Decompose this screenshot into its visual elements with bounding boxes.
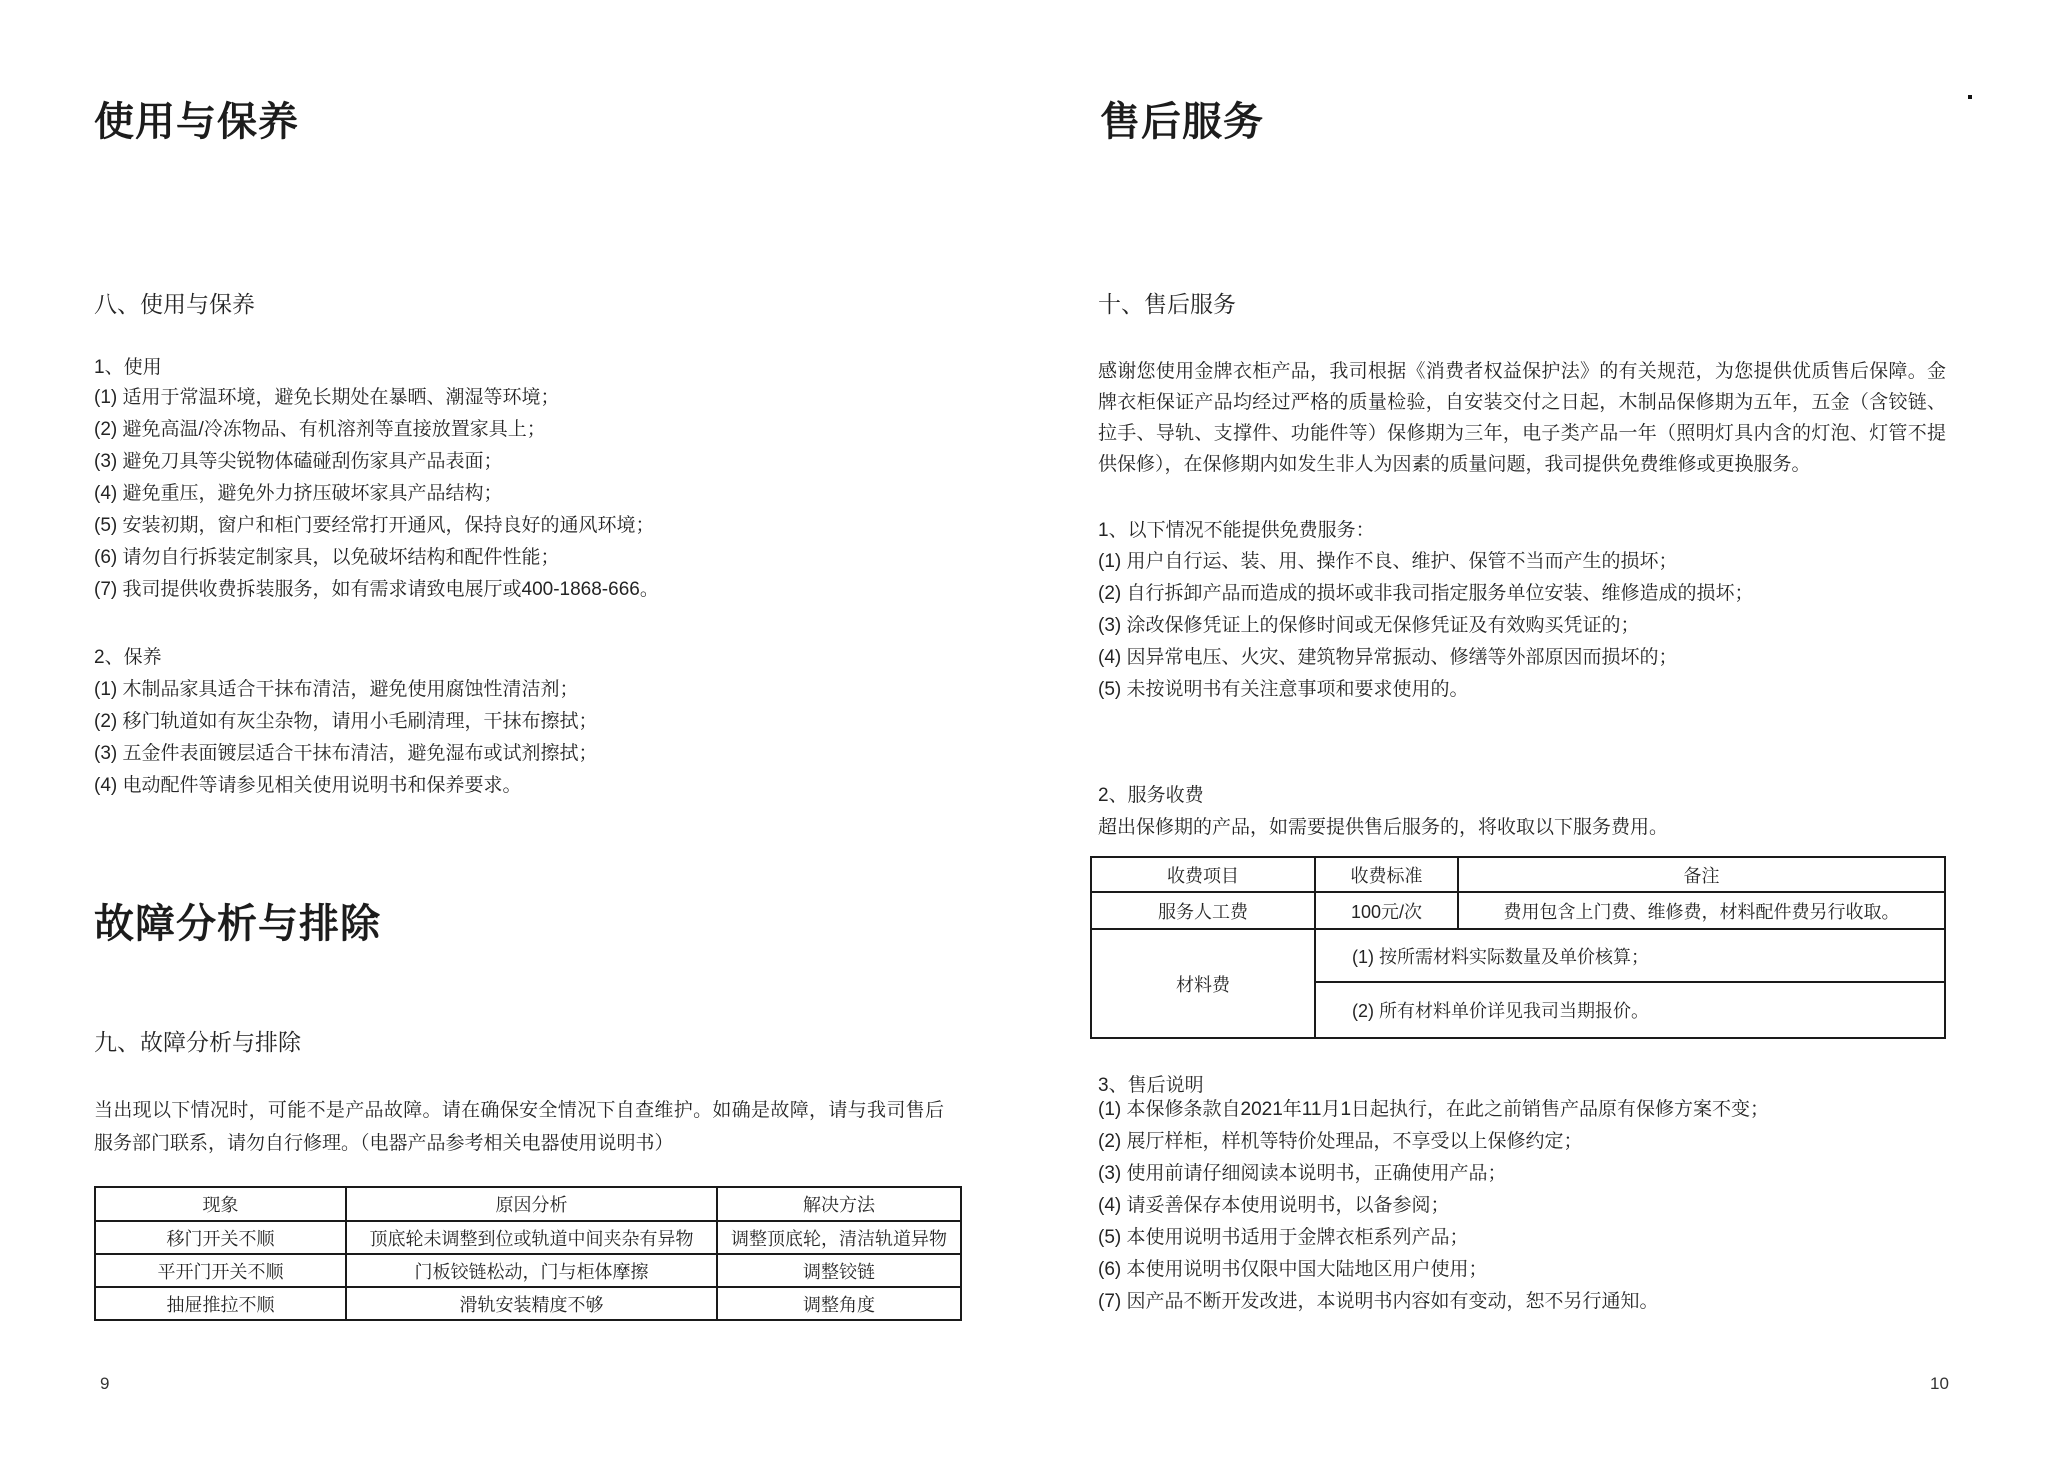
table-row	[95, 1221, 961, 1254]
page-right	[1024, 0, 2048, 1464]
after-sales-title: 售后服务	[1100, 100, 1264, 144]
table-cell: 服务人工费	[1091, 892, 1315, 929]
list-item: (2) 避免高温/冷冻物品、有机溶剂等直接放置家具上；	[94, 419, 546, 440]
page-number: 9	[100, 1374, 110, 1393]
column-header: 收费标准	[1315, 857, 1458, 892]
use-item-list	[94, 382, 659, 606]
after-sales-notes-subheading: 3、售后说明	[1098, 1075, 1204, 1096]
table-cell: 材料费	[1091, 929, 1315, 1038]
list-item: (1) 用户自行运、装、用、操作不良、维护、保管不当而产生的损坏；	[1098, 551, 1678, 572]
stray-dot	[1968, 95, 1972, 99]
table-cell: 调整铰链	[717, 1254, 961, 1287]
table-cell: 滑轨安装精度不够	[346, 1287, 717, 1320]
use-subheading: 1、使用	[94, 357, 162, 378]
table-cell: (2) 所有材料单价详见我司当期报价。	[1315, 982, 1945, 1038]
column-header: 解决方法	[717, 1187, 961, 1221]
list-item: (3) 使用前请仔细阅读本说明书，正确使用产品；	[1098, 1163, 1507, 1184]
list-item: (4) 避免重压，避免外力挤压破坏家具产品结构；	[94, 483, 503, 504]
column-header: 备注	[1458, 857, 1945, 892]
service-fee-subheading: 2、服务收费	[1098, 785, 1204, 806]
table-cell: 调整顶底轮，清洁轨道异物	[717, 1221, 961, 1254]
list-item: (1) 本保修条款自2021年11月1日起执行，在此之前销售产品原有保修方案不变；	[1098, 1099, 1770, 1120]
table-cell: (1) 按所需材料实际数量及单价核算；	[1315, 929, 1945, 982]
table-row	[1091, 929, 1945, 982]
list-item: (5) 本使用说明书适用于金牌衣柜系列产品；	[1098, 1227, 1469, 1248]
table-cell: 100元/次	[1315, 892, 1458, 929]
table-row	[95, 1254, 961, 1287]
service-fee-note: 超出保修期的产品，如需要提供售后服务的，将收取以下服务费用。	[1098, 817, 1669, 838]
table-row	[1091, 892, 1945, 929]
list-item: (6) 请勿自行拆装定制家具，以免破坏结构和配件性能；	[94, 547, 560, 568]
table-header-row	[1091, 857, 1945, 892]
care-item-list	[94, 674, 598, 802]
troubleshooting-title: 故障分析与排除	[94, 902, 381, 946]
column-header: 收费项目	[1091, 857, 1315, 892]
list-item: (5) 未按说明书有关注意事项和要求使用的。	[1098, 679, 1469, 700]
table-cell: 平开门开关不顺	[95, 1254, 346, 1287]
list-item: (4) 请妥善保存本使用说明书，以备参阅；	[1098, 1195, 1450, 1216]
after-sales-intro: 感谢您使用金牌衣柜产品，我司根据《消费者权益保护法》的有关规范，为您提供优质售后保障。金牌衣柜保证产品均经过严格的质量检验，自安装交付之日起，木制品保修期为五年，五金（含铰链、拉手、导轨、支撑件、功能件等）保修期为三年，电子类产品一年（照明灯具内含的灯泡、灯管不提供保修），在保修期内如发生非人为因素的质量问题，我司提供免费维修或更换服务。	[1098, 361, 1946, 475]
list-item: (3) 涂改保修凭证上的保修时间或无保修凭证及有效购买凭证的；	[1098, 615, 1640, 636]
list-item: (2) 自行拆卸产品而造成的损坏或非我司指定服务单位安装、维修造成的损坏；	[1098, 583, 1754, 604]
after-sales-heading: 十、售后服务	[1098, 291, 1236, 317]
list-item: (3) 五金件表面镀层适合干抹布清洁，避免湿布或试剂擦拭；	[94, 743, 598, 764]
table-cell: 抽屉推拉不顺	[95, 1287, 346, 1320]
list-item: (5) 安装初期，窗户和柜门要经常打开通风，保持良好的通风环境；	[94, 515, 655, 536]
table-cell: 费用包含上门费、维修费，材料配件费另行收取。	[1458, 892, 1945, 929]
table-cell: 顶底轮未调整到位或轨道中间夹杂有异物	[346, 1221, 717, 1254]
page-number: 10	[1930, 1374, 1949, 1393]
after-sales-notes-list	[1098, 1094, 1769, 1318]
list-item: (7) 我司提供收费拆装服务，如有需求请致电展厅或400-1868-666。	[94, 579, 659, 600]
table-row	[95, 1287, 961, 1320]
list-item: (6) 本使用说明书仅限中国大陆地区用户使用；	[1098, 1259, 1488, 1280]
use-care-heading: 八、使用与保养	[94, 291, 255, 317]
table-cell: 移门开关不顺	[95, 1221, 346, 1254]
list-item: (3) 避免刀具等尖锐物体磕碰刮伤家具产品表面；	[94, 451, 503, 472]
table-cell: 调整角度	[717, 1287, 961, 1320]
free-service-list	[1098, 546, 1754, 706]
column-header: 现象	[95, 1187, 346, 1221]
column-header: 原因分析	[346, 1187, 717, 1221]
use-care-title: 使用与保养	[94, 100, 299, 144]
free-service-subheading: 1、以下情况不能提供免费服务：	[1098, 520, 1375, 541]
table-header-row	[95, 1187, 961, 1221]
list-item: (4) 因异常电压、火灾、建筑物异常振动、修缮等外部原因而损坏的；	[1098, 647, 1678, 668]
service-fee-table	[1090, 856, 1946, 1039]
list-item: (7) 因产品不断开发改进，本说明书内容如有变动，恕不另行通知。	[1098, 1291, 1659, 1312]
list-item: (2) 展厅样柜，样机等特价处理品，不享受以上保修约定；	[1098, 1131, 1583, 1152]
table-cell: 门板铰链松动，门与柜体摩擦	[346, 1254, 717, 1287]
list-item: (1) 木制品家具适合干抹布清洁，避免使用腐蚀性清洁剂；	[94, 679, 579, 700]
list-item: (1) 适用于常温环境，避免长期处在暴晒、潮湿等环境；	[94, 387, 560, 408]
troubleshooting-intro: 当出现以下情况时，可能不是产品故障。请在确保安全情况下自查维护。如确是故障，请与我司售后服务部门联系，请勿自行修理。（电器产品参考相关电器使用说明书）	[94, 1100, 944, 1154]
troubleshooting-heading: 九、故障分析与排除	[94, 1029, 301, 1055]
list-item: (2) 移门轨道如有灰尘杂物，请用小毛刷清理，干抹布擦拭；	[94, 711, 598, 732]
list-item: (4) 电动配件等请参见相关使用说明书和保养要求。	[94, 775, 522, 796]
care-subheading: 2、保养	[94, 647, 162, 668]
troubleshooting-table	[94, 1186, 962, 1321]
